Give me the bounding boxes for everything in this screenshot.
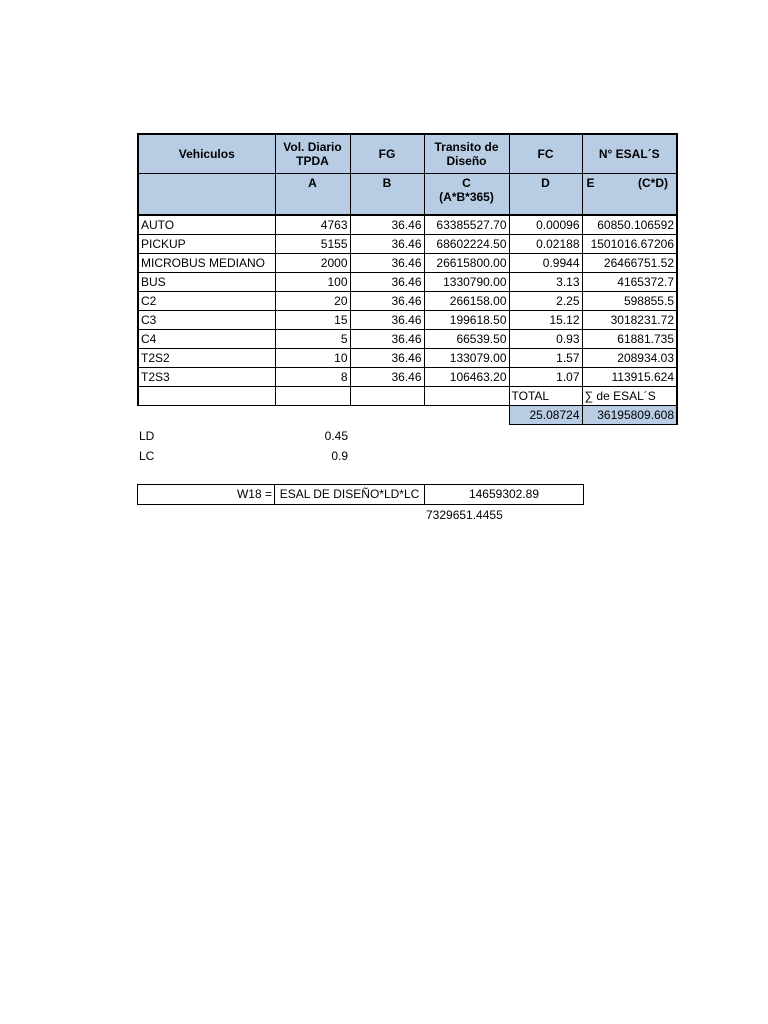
table-row <box>138 330 677 349</box>
w18-half-value[interactable]: 7329651.4455 <box>426 508 503 522</box>
vol-cell[interactable]: 2000 <box>275 254 350 273</box>
header-row <box>138 134 677 174</box>
vehiculo-cell[interactable]: T2S3 <box>138 368 275 387</box>
w18-formula[interactable]: ESAL DE DISEÑO*LD*LC <box>275 485 425 505</box>
vol-cell[interactable]: 4763 <box>275 215 350 235</box>
fc-cell[interactable]: 3.13 <box>509 273 582 292</box>
table-row <box>138 311 677 330</box>
fg-cell[interactable]: 36.46 <box>350 215 424 235</box>
col-fg-header[interactable]: FG <box>350 134 424 174</box>
fc-cell[interactable]: 0.00096 <box>509 215 582 235</box>
col-esal-header[interactable]: N° ESAL´S <box>582 134 677 174</box>
esal-cell[interactable]: 60850.106592 <box>582 215 677 235</box>
esal-cell[interactable]: 1501016.67206 <box>582 235 677 254</box>
vol-cell[interactable]: 10 <box>275 349 350 368</box>
subheader-d[interactable]: D <box>509 174 582 216</box>
fg-cell[interactable]: 36.46 <box>350 311 424 330</box>
vehiculo-cell[interactable]: MICROBUS MEDIANO <box>138 254 275 273</box>
fg-cell[interactable]: 36.46 <box>350 235 424 254</box>
transito-cell[interactable]: 63385527.70 <box>424 215 509 235</box>
total-label[interactable]: TOTAL <box>509 387 582 406</box>
blank-cell <box>138 406 275 425</box>
fc-cell[interactable]: 0.93 <box>509 330 582 349</box>
lc-value[interactable]: 0.9 <box>331 449 348 463</box>
ld-value[interactable]: 0.45 <box>324 429 348 443</box>
vol-cell[interactable]: 5155 <box>275 235 350 254</box>
vehiculo-cell[interactable]: PICKUP <box>138 235 275 254</box>
total-label-row <box>138 387 677 406</box>
vol-cell[interactable]: 20 <box>275 292 350 311</box>
w18-value[interactable]: 14659302.89 <box>425 485 584 505</box>
table-row <box>138 292 677 311</box>
esal-total-cell[interactable]: 36195809.608 <box>582 406 677 425</box>
subheader-b[interactable]: B <box>350 174 424 216</box>
w18-row <box>138 485 584 505</box>
esal-cell[interactable]: 113915.624 <box>582 368 677 387</box>
ld-label: LD <box>139 429 155 443</box>
vol-cell[interactable]: 5 <box>275 330 350 349</box>
transito-cell[interactable]: 66539.50 <box>424 330 509 349</box>
empty-cell[interactable] <box>424 387 509 406</box>
transito-cell[interactable]: 26615800.00 <box>424 254 509 273</box>
col-vehiculos-header[interactable]: Vehiculos <box>138 134 275 174</box>
subheader-a[interactable]: A <box>275 174 350 216</box>
w18-label[interactable]: W18 = <box>138 485 275 505</box>
fg-cell[interactable]: 36.46 <box>350 254 424 273</box>
esal-cell[interactable]: 61881.735 <box>582 330 677 349</box>
vol-cell[interactable]: 8 <box>275 368 350 387</box>
table-row <box>138 368 677 387</box>
table-row <box>138 273 677 292</box>
esal-cell[interactable]: 208934.03 <box>582 349 677 368</box>
fc-cell[interactable]: 0.9944 <box>509 254 582 273</box>
vehiculo-cell[interactable]: BUS <box>138 273 275 292</box>
esal-cell[interactable]: 598855.5 <box>582 292 677 311</box>
vehiculo-cell[interactable]: C3 <box>138 311 275 330</box>
transito-cell[interactable]: 266158.00 <box>424 292 509 311</box>
col-fc-header[interactable]: FC <box>509 134 582 174</box>
table-row <box>138 349 677 368</box>
esal-cell[interactable]: 26466751.52 <box>582 254 677 273</box>
total-value-row <box>138 406 677 425</box>
w18-table <box>137 484 584 505</box>
table-row <box>138 254 677 273</box>
fc-cell[interactable]: 2.25 <box>509 292 582 311</box>
vehiculo-cell[interactable]: C4 <box>138 330 275 349</box>
fg-cell[interactable]: 36.46 <box>350 292 424 311</box>
subheader-row <box>138 174 677 216</box>
fc-total-cell[interactable]: 25.08724 <box>509 406 582 425</box>
vol-cell[interactable]: 100 <box>275 273 350 292</box>
fc-cell[interactable]: 15.12 <box>509 311 582 330</box>
sum-esal-label[interactable]: ∑ de ESAL´S <box>582 387 677 406</box>
esal-cell[interactable]: 4165372.7 <box>582 273 677 292</box>
blank-cell <box>275 406 350 425</box>
vehiculo-cell[interactable]: C2 <box>138 292 275 311</box>
empty-cell[interactable] <box>350 387 424 406</box>
col-vol-header[interactable]: Vol. Diario TPDA <box>275 134 350 174</box>
fc-cell[interactable]: 1.07 <box>509 368 582 387</box>
empty-cell[interactable] <box>138 387 275 406</box>
subheader-c[interactable]: C (A*B*365) <box>424 174 509 216</box>
transito-cell[interactable]: 133079.00 <box>424 349 509 368</box>
lc-label: LC <box>139 449 155 463</box>
table-row <box>138 235 677 254</box>
blank-cell <box>350 406 424 425</box>
esal-cell[interactable]: 3018231.72 <box>582 311 677 330</box>
fg-cell[interactable]: 36.46 <box>350 330 424 349</box>
subheader-empty-cell[interactable] <box>138 174 275 216</box>
blank-cell <box>424 406 509 425</box>
vol-cell[interactable]: 15 <box>275 311 350 330</box>
vehiculo-cell[interactable]: T2S2 <box>138 349 275 368</box>
subheader-e[interactable]: E (C*D) <box>582 174 677 216</box>
esal-table <box>137 133 678 425</box>
vehiculo-cell[interactable]: AUTO <box>138 215 275 235</box>
table-row <box>138 215 677 235</box>
empty-cell[interactable] <box>275 387 350 406</box>
data-rows <box>138 215 677 387</box>
transito-cell[interactable]: 1330790.00 <box>424 273 509 292</box>
transito-cell[interactable]: 68602224.50 <box>424 235 509 254</box>
fg-cell[interactable]: 36.46 <box>350 273 424 292</box>
transito-cell[interactable]: 199618.50 <box>424 311 509 330</box>
transito-cell[interactable]: 106463.20 <box>424 368 509 387</box>
fc-cell[interactable]: 1.57 <box>509 349 582 368</box>
fc-cell[interactable]: 0.02188 <box>509 235 582 254</box>
fg-cell[interactable]: 36.46 <box>350 349 424 368</box>
fg-cell[interactable]: 36.46 <box>350 368 424 387</box>
col-transito-header[interactable]: Transito de Diseño <box>424 134 509 174</box>
